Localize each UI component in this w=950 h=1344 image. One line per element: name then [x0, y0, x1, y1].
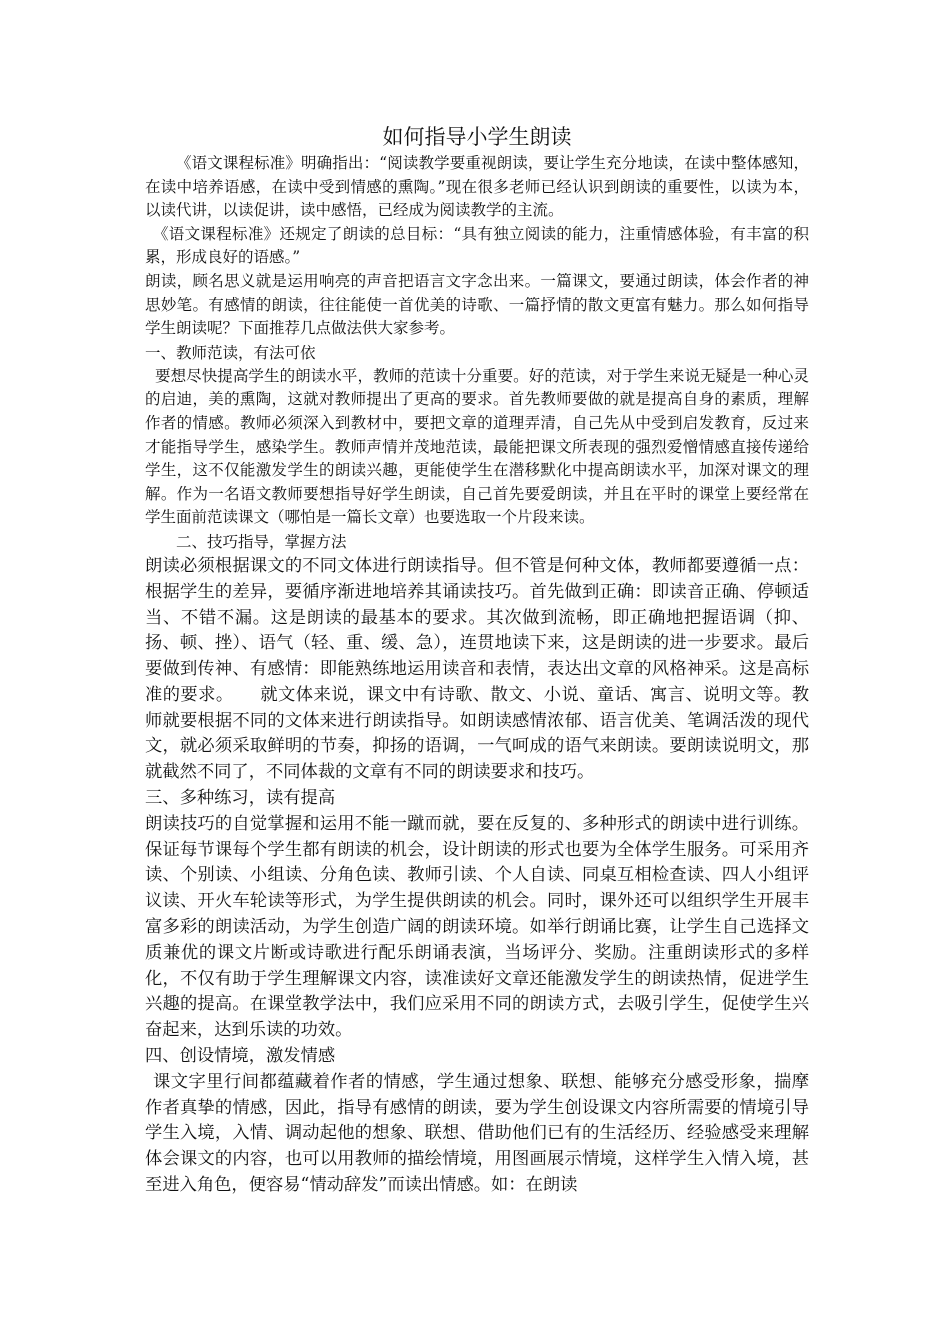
- section-3-heading: 三、多种练习，读有提高: [145, 788, 336, 809]
- intro-paragraph-2: 《语文课程标准》还规定了朗读的总目标：“具有独立阅读的能力，注重情感体验，有丰富的积累，形成良好的语感。”: [145, 224, 809, 267]
- section-4-body: 课文字里行间都蕴藏着作者的情感，学生通过想象、联想、能够充分感受形象，揣摩作者真挚的情感，因此，指导有感情的朗读，要为学生创设课文内容所需要的情境引导学生入境，入情、调动起他的想象、联想、借助他们已有的生活经历、经验感受来理解体会课文的内容，也可以用教师的描绘情境，用图画展示情境，这样学生入情入境，甚至进入角色，便容易“情动辞发”而读出情感。如：在朗读: [145, 1071, 809, 1196]
- section-1-heading: 一、教师范读，有法可依: [145, 343, 316, 362]
- document-page: [145, 122, 809, 1199]
- intro-paragraph-1: 《语文课程标准》明确指出：“阅读教学要重视朗读，要让学生充分地读，在读中整体感知，在读中培养语感，在读中受到情感的熏陶。”现在很多老师已经认识到朗读的重要性，以读为本，以读代讲，以读促讲，读中感悟，已经成为阅读教学的主流。: [145, 154, 809, 220]
- section-2-body: 朗读必须根据课文的不同文体进行朗读指导。但不管是何种文体，教师都要遵循一点：根据学生的差异，要循序渐进地培养其诵读技巧。首先做到正确：即读音正确、停顿适当、不错不漏。这是朗读的最基本的要求。其次做到流畅，即正确地把握语调（抑、扬、顿、挫）、语气（轻、重、缓、急），连贯地读下来，这是朗读的进一步要求。最后要做到传神、有感情：即能熟练地运用读音和表情，表达出文章的风格神采。这是高标准的要求。 就文体来说，课文中有诗歌、散文、小说、童话、寓言、说明文等。教师就要根据不同的文体来进行朗读指导。如朗读感情浓郁、语言优美、笔调活泼的现代文，就必须采取鲜明的节奏，抑扬的语调，一气呵成的语气来朗读。要朗读说明文，那就截然不同了，不同体裁的文章有不同的朗读要求和技巧。: [145, 555, 809, 783]
- section-1-body: 要想尽快提高学生的朗读水平，教师的范读十分重要。好的范读，对于学生来说无疑是一种心灵的启迪，美的熏陶，这就对教师提出了更高的要求。首先教师要做的就是提高自身的素质，理解作者的情感。教师必须深入到教材中，要把文章的道理弄清，自己先从中受到启发教育，反过来才能指导学生，感染学生。教师声情并茂地范读，最能把课文所表现的强烈爱憎情感直接传递给学生，这不仅能激发学生的朗读兴趣，更能使学生在潜移默化中提高朗读水平，加深对课文的理解。作为一名语文教师要想指导好学生朗读，自己首先要爱朗读，并且在平时的课堂上要经常在学生面前范读课文（哪怕是一篇长文章）也要选取一个片段来读。: [145, 366, 809, 527]
- intro-paragraph-3: 朗读，顾名思义就是运用响亮的声音把语言文字念出来。一篇课文，要通过朗读，体会作者的神思妙笔。有感情的朗读，往往能使一首优美的诗歌、一篇抒情的散文更富有魅力。那么如何指导学生朗读呢？下面推荐几点做法供大家参考。: [145, 271, 809, 338]
- document-title: 如何指导小学生朗读: [382, 125, 572, 149]
- section-2-heading: 二、技巧指导，掌握方法: [176, 532, 347, 551]
- section-4-heading: 四、创设情境，激发情感: [145, 1046, 336, 1067]
- section-3-body: 朗读技巧的自觉掌握和运用不能一蹴而就，要在反复的、多种形式的朗读中进行训练。保证每节课每个学生都有朗读的机会，设计朗读的形式也要为全体学生服务。可采用齐读、个别读、小组读、分角色读、教师引读、个人自读、同桌互相检查读、四人小组评议读、开火车轮读等形式，为学生提供朗读的机会。同时，课外还可以组织学生开展丰富多彩的朗读活动，为学生创造广阔的朗读环境。如举行朗诵比赛，让学生自己选择文质兼优的课文片断或诗歌进行配乐朗诵表演，当场评分、奖励。注重朗读形式的多样化，不仅有助于学生理解课文内容，读准读好文章还能激发学生的朗读热情，促进学生兴趣的提高。在课堂教学法中，我们应采用不同的朗读方式，去吸引学生，促使学生兴奋起来，达到乐读的功效。: [145, 813, 809, 1041]
